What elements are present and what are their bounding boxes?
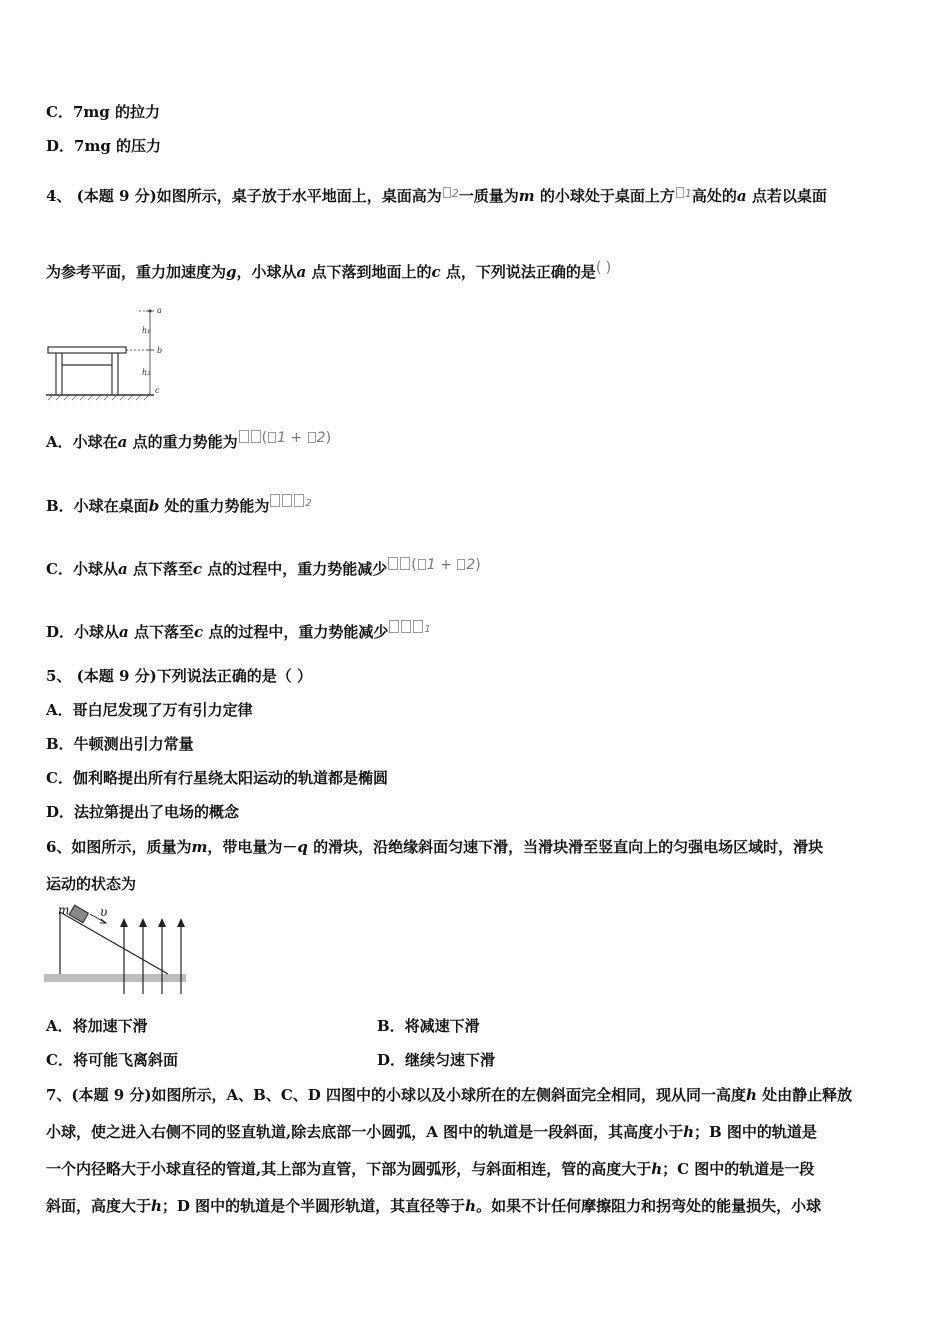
text-span: 点下落至 [128,623,194,641]
q3-option-c: C．7mg 的拉力 [46,103,160,121]
q6-option-d: D．继续匀速下滑 [377,1051,496,1069]
placeholder-glyph-icon [308,432,316,443]
subscript: 2 [466,557,476,573]
placeholder-glyph-icon [388,557,398,570]
q6-option-b: B．将减速下滑 [377,1017,480,1035]
q4-option-d [46,618,431,642]
var-a: a [119,623,129,641]
text-span: 高处的 [691,187,737,205]
placeholder-glyph-icon [282,494,292,507]
text-span: ，小球从 [236,263,297,281]
subscript: 2 [305,498,312,509]
plus-sign: + [290,430,303,446]
q4-option-a [46,428,331,452]
answer-parenthesis: ( ) [595,260,612,276]
var-a: a [117,560,128,578]
placeholder-glyph-icon [294,494,304,507]
subscript: 1 [426,557,436,573]
placeholder-glyph-icon [676,187,684,198]
placeholder-glyph-icon [443,187,451,198]
q6-stem-line2: 运动的状态为 [46,875,137,893]
text-span: ，带电量为－ [207,838,298,856]
text-span: A．小球在 [46,433,118,451]
text-span: D．小球从 [46,623,120,641]
var-m: m [518,187,535,205]
subscript: 1 [424,624,431,635]
placeholder-glyph-icon [270,494,280,507]
placeholder-glyph-icon [268,432,276,443]
q6-option-c: C．将可能飞离斜面 [46,1051,178,1069]
placeholder-glyph-icon [400,557,410,570]
placeholder-glyph-icon [413,620,423,633]
text-span: 小球，使之进入右侧不同的竖直轨道,除去底部一小圆弧，A 图中的轨道是一段斜面，其高度小于 [46,1123,684,1141]
subscript: 1 [684,187,692,200]
text-span: 的滑块，沿绝缘斜面匀速下滑，当滑块滑至竖直向上的匀强电场区域时，滑块 [307,838,824,856]
var-a: a [117,433,128,451]
var-g: g [226,263,237,281]
var-c: c [192,560,203,578]
q7-line3 [46,1159,814,1179]
text-span: 点的过程中，重力势能减少 [202,560,388,578]
text-span: 一个内径略大于小球直径的管道,其上部为直管，下部为圆弧形，与斜面相连，管的高度大于 [46,1160,652,1178]
text-span: 6、如图所示，质量为 [46,838,192,856]
var-m: m [191,838,208,856]
q6-incline-figure [44,900,189,998]
q6-option-a: A．将加速下滑 [46,1017,148,1035]
text-span: ；C 图中的轨道是一段 [662,1160,815,1178]
var-a: a [736,187,747,205]
text-span: 处由静止释放 [756,1086,853,1104]
label-v: υ [100,905,108,919]
subscript: 1 [277,430,286,446]
var-h: h [651,1160,663,1178]
point-a [149,310,152,313]
q4-option-c [46,555,481,579]
q7-line2 [46,1122,817,1142]
var-h: h [746,1086,757,1104]
text-span: ；D 图中的轨道是个半圆形轨道，其直径等于 [161,1197,466,1215]
text-span: 的小球处于桌面上方 [534,187,675,205]
var-h: h [151,1197,162,1215]
var-h: h [465,1197,477,1215]
q4-option-b [46,492,312,516]
q7-line1 [46,1085,852,1105]
text-span: 斜面，高度大于 [46,1197,152,1215]
q5-option-c: C．伽利略提出所有行星绕太阳运动的轨道都是椭圆 [46,769,388,787]
label-a: a [157,306,162,315]
table-top [48,347,126,353]
text-span: 4、 (本题 9 分)如图所示，桌子放于水平地面上，桌面高为 [46,187,442,205]
label-m: m [58,903,70,917]
text-span: 。如果不计任何摩擦阻力和拐弯处的能量损失，小球 [476,1197,822,1215]
text-span: 一质量为 [458,187,519,205]
text-span: 点的过程中，重力势能减少 [203,623,389,641]
placeholder-glyph-icon [389,620,399,633]
q4-table-figure [44,303,174,403]
subscript: 2 [451,187,459,200]
text-span: C．小球从 [46,560,118,578]
formula-mgh1 [388,620,430,636]
formula-h1 [675,187,692,200]
q5-stem: 5、 (本题 9 分)下列说法正确的是（ ） [46,667,312,685]
q5-option-b: B．牛顿测出引力常量 [46,735,194,753]
var-h: h [683,1123,694,1141]
placeholder-glyph-icon [251,430,261,443]
label-h2: h₂ [142,368,151,377]
formula-mgh2 [269,494,311,510]
formula-mg-h1-h2: ( 1 + 2) [238,430,331,446]
placeholder-glyph-icon [401,620,411,633]
q6-stem-line1 [46,837,823,857]
placeholder-glyph-icon [457,559,465,570]
q5-option-a: A．哥白尼发现了万有引力定律 [46,701,253,719]
text-span: 7、(本题 9 分)如图所示，A、B、C、D 四图中的小球以及小球所在的左侧斜面完全相同，现从同一高度 [46,1086,747,1104]
text-span: 点，下列说法正确的是 [440,263,596,281]
label-c: c [155,386,160,395]
q5-option-d: D．法拉第提出了电场的概念 [46,803,240,821]
q7-line4 [46,1196,821,1216]
ground-strip [44,974,186,982]
text-span: 点若以桌面 [746,187,827,205]
field-arrowheads [120,918,185,927]
var-q: q [297,838,308,856]
label-b: b [157,346,163,355]
label-h1: h₁ [142,326,151,335]
q3-option-d: D．7mg 的压力 [46,137,162,155]
placeholder-glyph-icon [418,559,426,570]
subscript: 2 [316,430,326,446]
text-span: ；B 图中的轨道是 [694,1123,817,1141]
placeholder-glyph-icon [239,430,249,443]
slider-block [69,905,88,923]
text-span: 点下落至 [127,560,193,578]
text-span: 点下落到地面上的 [306,263,432,281]
var-c: c [431,263,441,281]
formula-h2 [442,187,459,200]
text-span: 点的重力势能为 [127,433,238,451]
formula-mg-h1-h2: ( 1 + 2) [387,557,480,573]
q4-stem-line1 [46,184,827,206]
text-span: 处的重力势能为 [159,497,270,515]
var-c: c [193,623,204,641]
q4-stem-line2 [46,258,611,282]
incline-slope [60,912,168,974]
var-a: a [296,263,307,281]
var-b: b [148,497,160,515]
plus-sign: + [440,557,452,573]
text-span: B．小球在桌面 [46,497,149,515]
text-span: 为参考平面，重力加速度为 [46,263,227,281]
